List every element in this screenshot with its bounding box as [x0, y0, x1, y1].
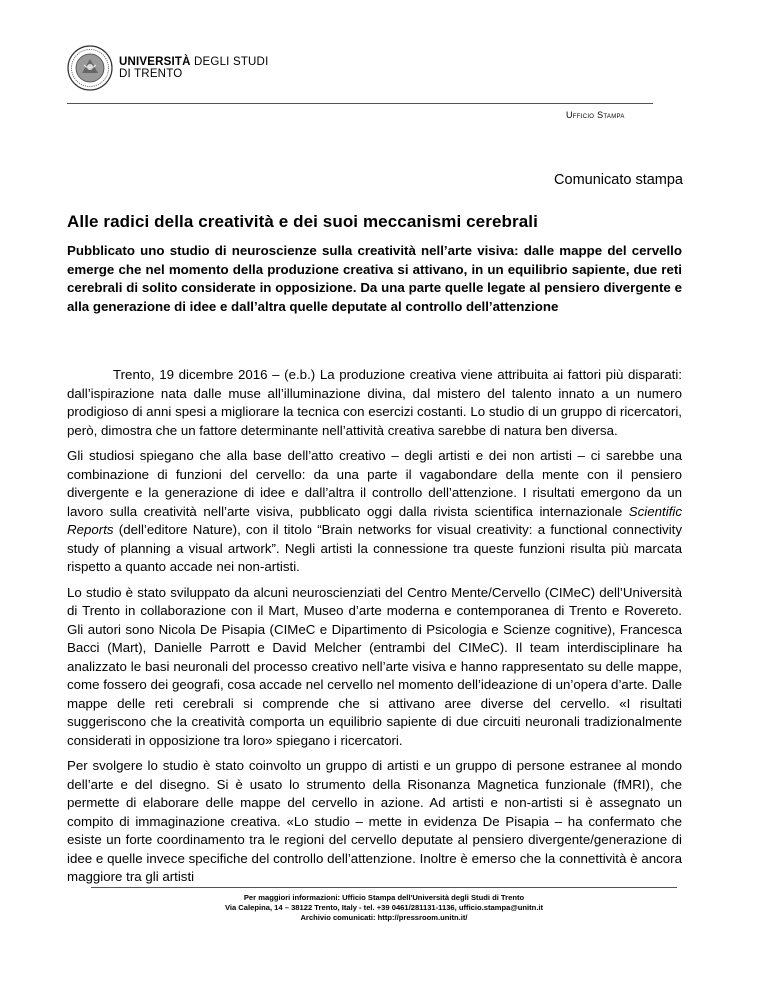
- paragraph-4: Per svolgere lo studio è stato coinvolto un gruppo di artisti e un gruppo di persone estranee al mondo dell’arte e del disegno. Si è usato lo strumento della Risonanza Magnetica funzionale (fMRI), che permette di elaborare delle mappe del cervello in azione. Ad artisti e non-artisti si è assegnato un compito di immaginazione creativa. «Lo studio – mette in evidenza De Pisapia – ha confermato che esiste un forte coordinamento tra le regioni del cervello deputate al pensiero divergente/generazione di idee e quelle invece specifiche del controllo dell’attenzione. Inoltre è emerso che la connettività è ancora maggiore tra gli artisti: [67, 758, 682, 884]
- footer-divider: [91, 887, 677, 888]
- article-title: Alle radici della creatività e dei suoi meccanismi cerebrali: [67, 212, 538, 231]
- footer: [91, 893, 677, 923]
- paragraph-2-after: (dell’editore Nature), con il titolo “Brain networks for visual creativity: a functional connectivity study of planning a visual artwork”. Negli artisti la connessione tra queste funzioni risulta più marcata rispetto a quanto accade nei non-artisti.: [67, 522, 682, 574]
- university-city: DI TRENTO: [119, 68, 183, 80]
- paragraph-2-before: Gli studiosi spiegano che alla base dell’atto creativo – degli artisti e dei non artisti – ci sarebbe una combinazione di funzioni del cervello: da una parte il vagabondare della mente con il pensiero divergente e la generazione di idee e dall’altra il controllo dell’attenzione. I risultati emergono da un lavoro sulla creatività nell’arte visiva, pubblicato oggi dalla rivista scientifica internazionale: [67, 448, 682, 519]
- university-logo: [67, 45, 268, 91]
- university-name: [119, 56, 268, 80]
- document-type: Comunicato stampa: [554, 172, 683, 188]
- university-name-rest: DEGLI STUDI: [190, 56, 269, 68]
- footer-contact: Per maggiori informazioni: Ufficio Stampa dell'Università degli Studi di Trento: [243, 893, 525, 902]
- article-subtitle: Pubblicato uno studio di neuroscienze sulla creatività nell’arte visiva: dalle mappe del cervello emerge che nel momento della produzione creativa si attivano, in un equilibrio sapiente, due reti cerebrali di solito considerate in opposizione. Da una parte quelle legate al pensiero divergente e alla generazione di idee e dall’altra quelle deputate al controllo dell’attenzione: [67, 243, 682, 314]
- university-name-bold: UNIVERSITÀ: [119, 56, 191, 68]
- article: [67, 212, 682, 894]
- paragraph-2: [67, 447, 682, 577]
- office-label: Ufficio Stampa: [566, 110, 625, 120]
- footer-address: Via Calepina, 14 – 38122 Trento, Italy - tel. +39 0461/281131-1136, ufficio.stampa@unitn.it: [224, 903, 544, 912]
- header-divider: [67, 103, 653, 104]
- paragraph-3: Lo studio è stato sviluppato da alcuni neuroscienziati del Centro Mente/Cervello (CIMeC) dell’Università di Trento in collaborazione con il Mart, Museo d’arte moderna e contemporanea di Trento e Rovereto. Gli autori sono Nicola De Pisapia (CIMeC e Dipartimento di Psicologia e Scienze cognitive), Francesca Bacci (Mart), Danielle Parrott e David Melcher (entrambi del CIMeC). Il team interdisciplinare ha analizzato le basi neuronali del processo creativo nell’arte visiva e hanno rappresentato su delle mappe, come fossero dei geografi, cosa accade nel cervello nel momento dell’ideazione di un’opera d’arte. Dalle mappe delle reti cerebrali si comprende che si attivano aree diverse del cervello. «I risultati suggeriscono che la creatività comporta un equilibrio sapiente di due circuiti neuronali tradizionalmente considerati in opposizione tra loro» spiegano i ricercatori.: [67, 584, 682, 748]
- paragraph-1: Trento, 19 dicembre 2016 – (e.b.) La produzione creativa viene attribuita ai fattori più disparati: dall’ispirazione nata dalle muse all’illuminazione divina, dal mistero del talento innato a un numero prodigioso di anni spesi a migliorare la tecnica con esercizi costanti. Lo studio di un gruppo di ricercatori, però, dimostra che un fattore determinante nell’attività creativa sarebbe di natura ben diversa.: [67, 367, 682, 438]
- journal-name: Scientific Reports: [67, 503, 682, 537]
- university-seal-icon: [67, 45, 113, 91]
- footer-archive: Archivio comunicati: http://pressroom.unitn.it/: [300, 913, 468, 922]
